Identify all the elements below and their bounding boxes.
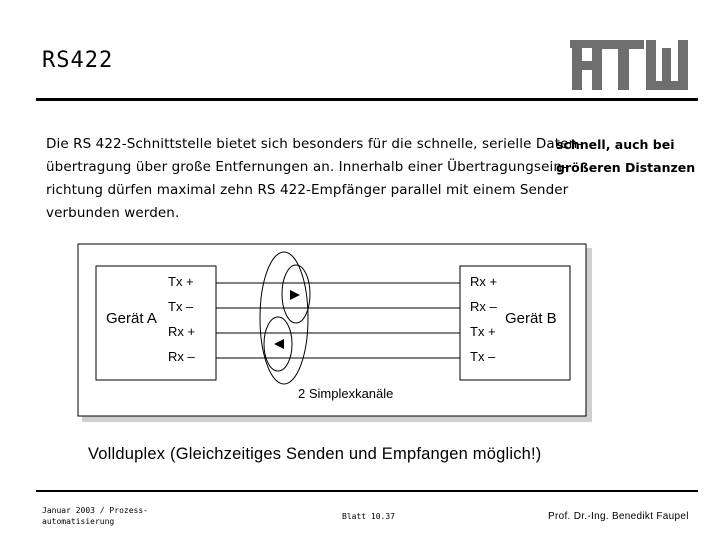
- footer-page-number: Blatt 10.37: [342, 512, 395, 521]
- htw-logo: [570, 40, 692, 90]
- footer-date: [42, 505, 148, 527]
- footer-date-line: automatisierung: [42, 517, 115, 526]
- signal-label: Rx +: [168, 324, 196, 339]
- signal-label: Rx +: [470, 274, 498, 289]
- channel-label: 2 Simplexkanäle: [298, 386, 394, 401]
- footer-author: Prof. Dr.-Ing. Benedikt Faupel: [548, 511, 689, 522]
- device-b-label: Gerät B: [505, 310, 557, 327]
- slide-caption: Vollduplex (Gleichzeitiges Senden und Empfangen möglich!): [88, 445, 542, 463]
- header-divider: [36, 98, 698, 101]
- footer-date-line: Januar 2003 / Prozess-: [42, 506, 148, 515]
- signal-label: Rx –: [470, 299, 497, 314]
- body-text-line: übertragung über große Entfernungen an. Innerhalb einer Übertragungsein-: [46, 159, 567, 175]
- signal-label: Tx –: [168, 299, 194, 314]
- margin-note-line: schnell, auch bei: [556, 137, 675, 152]
- signal-label: Tx +: [470, 324, 496, 339]
- footer-divider: [36, 490, 698, 492]
- signal-label: Tx +: [168, 274, 194, 289]
- body-text-line: verbunden werden.: [46, 205, 180, 221]
- slide-title: RS422: [42, 48, 114, 73]
- rs422-duplex-diagram: [76, 242, 596, 424]
- device-a-label: Gerät A: [106, 310, 157, 327]
- margin-note-line: größeren Distanzen: [556, 160, 696, 175]
- body-text-line: Die RS 422-Schnittstelle bietet sich besonders für die schnelle, serielle Daten-: [46, 136, 583, 152]
- signal-label: Rx –: [168, 349, 195, 364]
- body-text-line: richtung dürfen maximal zehn RS 422-Empfänger parallel mit einem Sender: [46, 182, 569, 198]
- signal-label: Tx –: [470, 349, 496, 364]
